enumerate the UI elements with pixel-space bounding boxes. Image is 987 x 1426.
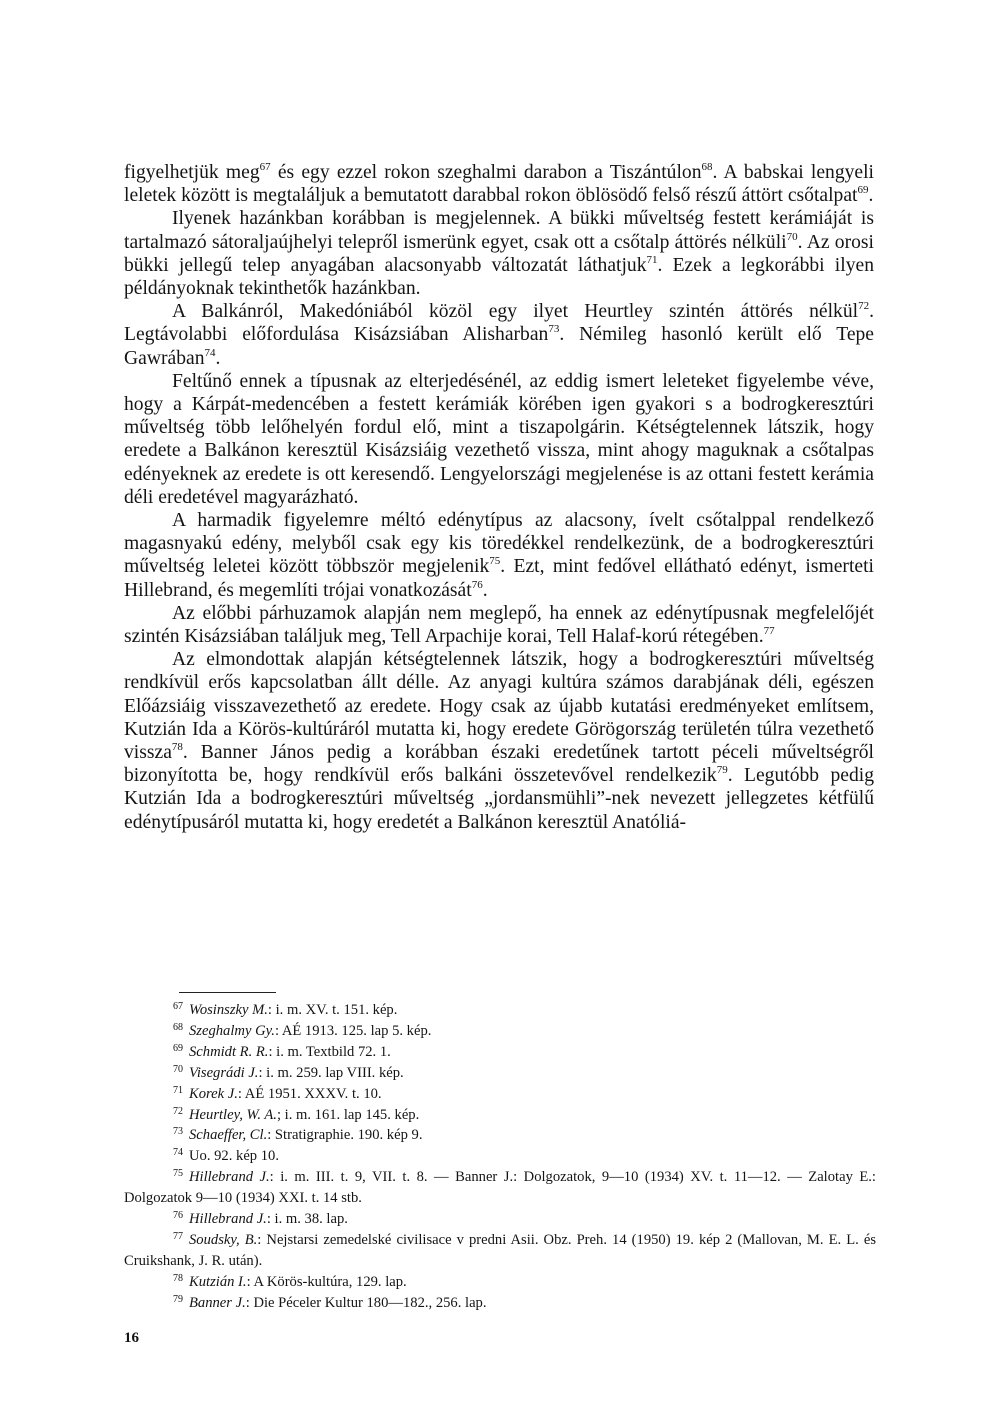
footnote-number: 67 <box>173 1001 183 1012</box>
footnote-ref: 79 <box>716 764 728 777</box>
footnote-text: : i. m. 38. lap. <box>266 1211 348 1228</box>
paragraph <box>124 370 874 509</box>
footnote-ref: 68 <box>701 161 713 173</box>
paragraph-text: . A babskai lengyeli leletek között is megtaláljuk a bemutatott darabbal rokon öblösödő felső részű áttört csőtalpat <box>124 162 874 207</box>
paragraph <box>124 161 874 207</box>
paragraph-text: Feltűnő ennek a típusnak az elterjedésénél, az eddig ismert leleteket figyelembe véve, hogy a Kárpát-medencében a festett kerámiák körében igen gyakori s a bodrogkeresztúri műveltség több lelőhelyén fordul elő, mint a tiszapolgárin. Kétségtelennek látszik, hogy eredete a Balkánon keresztül Kisázsiáig vezethető vissza, mint ahogy maguknak a csőtalpas edényeknek az eredete is ott keresendő. Lengyelországi megjelenése is az ottani festett kerámia déli eredetével magyarázható. <box>124 370 874 508</box>
paragraph-text: . Az orosi bükki jellegű telep anyagában alacsonyabb változatát láthatjuk <box>124 231 874 276</box>
paragraph-text: A harmadik figyelemre méltó edénytípus az alacsony, ívelt csőtalppal rendelkező magasnyakú edény, melyből csak egy kis töredékkel rendelkezünk, de a bodrogkeresztúri műveltség leletei között többször megjelenik <box>124 510 874 578</box>
footnote-ref: 69 <box>857 184 869 197</box>
footnote-author: Soudsky, B. <box>189 1231 258 1248</box>
footnote-number: 68 <box>173 1021 183 1033</box>
footnote-number: 69 <box>173 1042 183 1054</box>
footnote-separator <box>179 992 276 993</box>
paragraph <box>124 207 874 300</box>
footnote-ref: 74 <box>204 346 216 359</box>
footnote <box>124 1230 876 1272</box>
footnote-text: : i. m. 259. lap VIII. kép. <box>258 1064 404 1081</box>
footnote-author: Schaeffer, Cl. <box>189 1127 268 1144</box>
paragraph-text: Ilyenek hazánkban korábban is megjelennek. A bükki műveltség festett kerámiáját is tartalmazó sátoraljaújhelyi telepről ismerünk egyet, csak ott a csőtalp áttörés nélküli <box>124 208 874 253</box>
footnote <box>124 1167 876 1209</box>
paragraph-text: . Némileg hasonló került elő Tepe Gawrában <box>124 324 875 369</box>
paragraph <box>124 300 874 370</box>
paragraph-text: és egy ezzel rokon szeghalmi darabon a Tiszántúlon <box>270 162 702 183</box>
paragraph-text: Az elmondottak alapján kétségtelennek látszik, hogy a bodrogkeresztúri műveltség rendkívül erős kapcsolatban állt délle. Az anyagi kultúra számos darabjának déli, egészen Előázsiáig visszavezethető az eredete. Hogy csak az újabb kutatási eredményeket említsem, Kutzián Ida a Körös-kultúráról mutatta ki, hogy eredete Görögország területén túlra vezethető vissza <box>124 649 874 764</box>
footnote-number: 74 <box>173 1147 183 1159</box>
footnote-author: Schmidt R. R. <box>189 1043 269 1060</box>
footnote-number: 71 <box>173 1084 183 1096</box>
footnote-text: ; i. m. 161. lap 145. kép. <box>276 1106 420 1123</box>
paragraph-text: A Balkánról, Makedóniából közöl egy ilyet Heurtley szintén áttörés nélkül <box>172 301 859 323</box>
footnote-author: Heurtley, W. A. <box>189 1106 277 1123</box>
paragraph-text: . Legutóbb pedig Kutzián Ida a bodrogkeresztúri műveltség „jordansmühli”-nek nevezett jellegzetes kétfülű edénytípusáról mutatta ki, hogy eredetét a Balkánon keresztül Anatóliá- <box>124 765 874 833</box>
footnote-number: 78 <box>173 1272 183 1284</box>
footnotes <box>124 1000 876 1314</box>
footnote-author: Hillebrand J. <box>189 1211 267 1228</box>
footnote <box>124 1272 876 1293</box>
footnote-text: : i. m. III. t. 9, VII. t. 8. — Banner J.: Dolgozatok, 9—10 (1934) XV. t. 11—12. — Zalotay E.: Dolgozatok 9—10 (1934) XXI. t. 14 stb. <box>124 1169 876 1207</box>
footnote <box>124 1084 876 1105</box>
footnote-text: : i. m. Textbild 72. 1. <box>268 1043 391 1060</box>
paragraph <box>124 509 874 602</box>
footnote-author: Banner J. <box>189 1294 246 1311</box>
page-number: 16 <box>124 1330 139 1346</box>
paragraph-text: figyelhetjük meg <box>124 162 260 183</box>
footnote-ref: 76 <box>471 578 483 591</box>
footnote <box>124 1293 876 1314</box>
footnote-number: 75 <box>173 1168 183 1180</box>
footnote-ref: 75 <box>489 555 501 568</box>
paragraph-text: Az előbbi párhuzamok alapján nem meglepő, ha ennek az edénytípusnak megfelelőjét szintén Kisázsiában találjuk meg, Tell Arpachije korai, Tell Halaf-korú rétegében. <box>124 602 874 648</box>
footnote-author: Hillebrand J. <box>189 1169 270 1186</box>
footnote-ref: 73 <box>548 323 560 336</box>
footnote <box>124 1021 876 1042</box>
footnote <box>124 1105 876 1126</box>
footnote-text: : Nejstarsi zemedelské civilisace v predni Asii. Obz. Preh. 14 (1950) 19. kép 2 (Mallovan, M. E. L. és Cruikshank, J. R. után). <box>124 1231 876 1269</box>
footnote-text: : Stratigraphie. 190. kép 9. <box>267 1127 423 1144</box>
footnote-author: Wosinszky M. <box>189 1002 268 1018</box>
footnote-ref: 70 <box>786 230 798 243</box>
footnote <box>124 1042 876 1063</box>
footnote-text: : AÉ 1951. XXXV. t. 10. <box>237 1085 382 1102</box>
footnote-author: Visegrádi J. <box>189 1064 259 1081</box>
footnote <box>124 1125 876 1146</box>
footnote-number: 70 <box>173 1063 183 1075</box>
footnote-ref: 78 <box>171 741 183 754</box>
paragraph <box>124 602 874 648</box>
footnote-number: 79 <box>173 1293 183 1305</box>
footnote-number: 76 <box>173 1210 183 1222</box>
footnote <box>124 1146 876 1167</box>
footnote-text: Uo. 92. kép 10. <box>189 1148 279 1165</box>
paragraph-text: . Ezek a legkorábbi ilyen példányoknak tekinthetők hazánkban. <box>124 254 874 300</box>
footnote-ref: 72 <box>858 300 870 313</box>
footnote-text: : AÉ 1913. 125. lap 5. kép. <box>274 1022 432 1039</box>
footnote-ref: 71 <box>646 253 658 266</box>
footnote <box>124 1000 876 1021</box>
footnote-ref: 67 <box>259 161 271 173</box>
footnote-number: 73 <box>173 1126 183 1138</box>
footnote-text: : Die Péceler Kultur 180—182., 256. lap. <box>245 1294 487 1311</box>
footnote-text: : i. m. XV. t. 151. kép. <box>267 1002 398 1018</box>
paragraph-text: . Legtávolabbi előfordulása Kisázsiában Alisharban <box>124 301 874 346</box>
footnote-author: Korek J. <box>189 1085 238 1102</box>
paragraph <box>124 648 874 834</box>
footnote-author: Kutzián I. <box>189 1273 247 1290</box>
paragraph-text: . <box>215 347 221 369</box>
footnote <box>124 1209 876 1230</box>
footnote-number: 72 <box>173 1105 183 1117</box>
paragraph-text: . <box>868 185 874 207</box>
footnote-ref: 77 <box>763 625 775 638</box>
paragraph-text: . Banner János pedig a korábban északi eredetűnek tartott péceli műveltségről bizonyította be, hogy rendkívül erős balkáni összetevővel rendelkezik <box>124 742 874 787</box>
footnote-text: : A Körös-kultúra, 129. lap. <box>246 1273 407 1290</box>
footnote-number: 77 <box>173 1230 183 1242</box>
paragraph-text: . Ezt, mint fedővel ellátható edényt, ismerteti Hillebrand, és megemlíti trójai vonatkozását <box>124 556 874 601</box>
body-text <box>124 161 874 834</box>
footnote-author: Szeghalmy Gy. <box>189 1022 275 1039</box>
paragraph-text: . <box>482 579 488 601</box>
footnote <box>124 1063 876 1084</box>
